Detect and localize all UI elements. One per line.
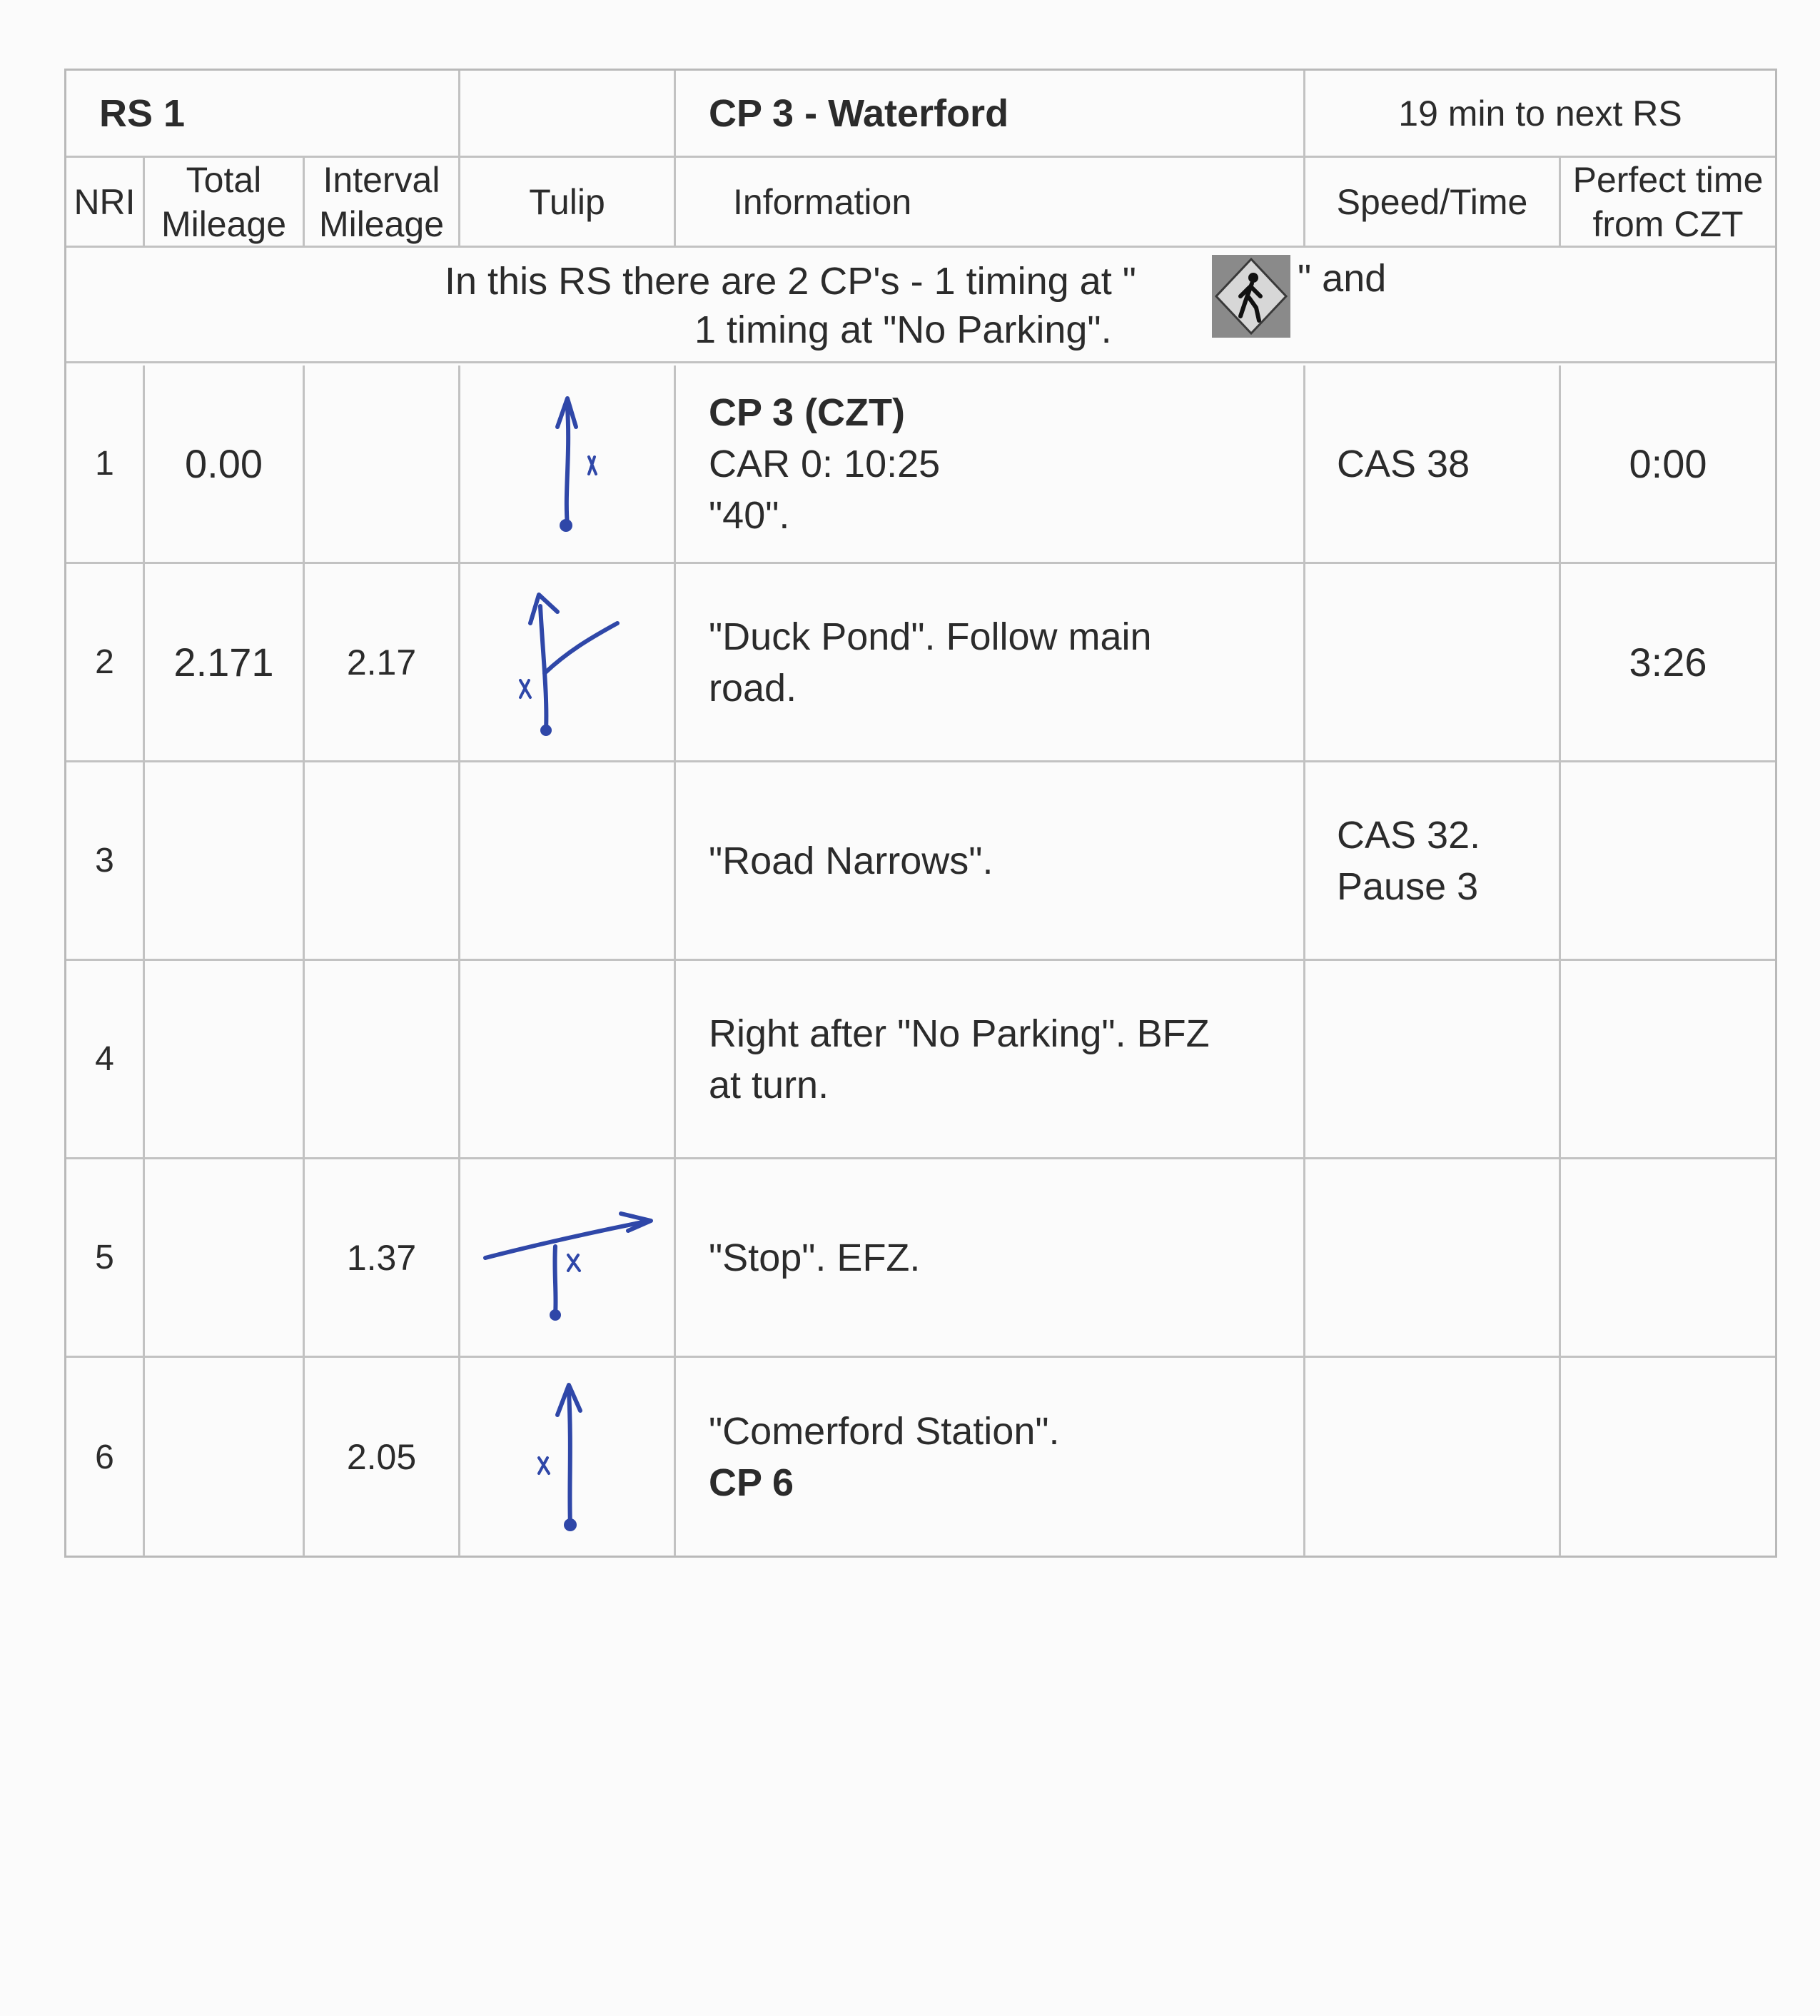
info-line: "Road Narrows". (709, 839, 994, 882)
col-total-label-2: Mileage (161, 203, 287, 244)
total-mileage-value: 0.00 (185, 441, 263, 486)
cell-info (676, 762, 1305, 961)
cell-info (676, 961, 1305, 1159)
col-interval-label-1: Interval (323, 159, 440, 200)
col-interval-mileage (305, 158, 460, 248)
info-line: Right after "No Parking". BFZ (709, 1012, 1210, 1055)
table-row (66, 564, 1775, 762)
straight-arrow-x-left-tulip-icon (510, 1375, 625, 1539)
cell-perfect (1561, 1159, 1775, 1358)
cell-speed (1305, 1159, 1561, 1358)
nri-value: 5 (95, 1239, 114, 1276)
pedestrian-crossing-sign-icon (1212, 255, 1290, 341)
table-row (66, 366, 1775, 564)
col-total-mileage (145, 158, 305, 248)
col-speed-time-label: Speed/Time (1336, 181, 1528, 222)
col-nri (66, 158, 145, 248)
info-line: "Stop". EFZ. (709, 1236, 921, 1279)
nri-value: 2 (95, 643, 114, 681)
col-perfect-label-2: from CZT (1592, 203, 1744, 244)
column-header-row (66, 158, 1775, 248)
col-perfect-time (1561, 158, 1775, 248)
route-instruction-sheet (64, 69, 1777, 1558)
nri-value: 1 (95, 445, 114, 483)
cell-info (676, 1159, 1305, 1358)
cell-interval (305, 961, 460, 1159)
col-tulip-label: Tulip (529, 181, 605, 222)
header-blank-cell (460, 71, 676, 158)
cell-perfect (1561, 366, 1775, 564)
nri-value: 6 (95, 1438, 114, 1476)
col-interval-label-2: Mileage (318, 203, 445, 244)
speed-time-line: CAS 32. (1337, 813, 1481, 857)
cell-perfect (1561, 564, 1775, 762)
header-row (66, 71, 1775, 158)
checkpoint-title: CP 3 - Waterford (709, 91, 1009, 135)
cell-interval (305, 366, 460, 564)
cell-speed (1305, 1358, 1561, 1556)
cell-nri (66, 564, 145, 762)
cell-nri (66, 366, 145, 564)
checkpoint-title-cell (676, 71, 1305, 158)
col-information-label: Information (733, 181, 912, 222)
cell-perfect (1561, 762, 1775, 961)
cell-interval (305, 1159, 460, 1358)
cell-total (145, 1159, 305, 1358)
cell-speed (1305, 564, 1561, 762)
cell-nri (66, 1159, 145, 1358)
cell-nri (66, 961, 145, 1159)
speed-time-line: CAS 38 (1337, 442, 1470, 485)
col-information (676, 158, 1305, 248)
note-line-1a: In this RS there are 2 CP's - 1 timing at " (445, 260, 1136, 303)
cell-speed (1305, 366, 1561, 564)
cell-tulip (460, 762, 676, 961)
total-mileage-value: 2.171 (173, 640, 274, 685)
cell-interval (305, 762, 460, 961)
col-perfect-label-1: Perfect time (1572, 159, 1764, 200)
info-line: "40". (709, 493, 790, 537)
col-speed-time (1305, 158, 1561, 248)
cell-interval (305, 1358, 460, 1556)
info-line: CP 6 (709, 1461, 794, 1504)
interval-mileage-value: 1.37 (346, 1237, 417, 1278)
cell-info (676, 564, 1305, 762)
note-row (66, 248, 1775, 363)
note-line-2: 1 timing at "No Parking". (694, 308, 1112, 351)
info-line: road. (709, 666, 797, 710)
table-row (66, 961, 1775, 1159)
straight-arrow-x-right-tulip-icon (517, 385, 617, 543)
section-title: RS 1 (99, 91, 186, 135)
cell-total (145, 1358, 305, 1556)
cell-interval (305, 564, 460, 762)
info-line: CAR 0: 10:25 (709, 442, 941, 485)
info-line: "Duck Pond". Follow main (709, 615, 1152, 658)
table-row (66, 1159, 1775, 1358)
t-junction-right-tulip-icon (478, 1186, 657, 1329)
cell-perfect (1561, 961, 1775, 1159)
cell-total (145, 762, 305, 961)
info-line: "Comerford Station". (709, 1410, 1060, 1453)
perfect-time-value: 3:26 (1629, 640, 1707, 685)
cell-tulip (460, 366, 676, 564)
nri-value: 3 (95, 842, 114, 880)
next-rs-cell (1305, 71, 1775, 158)
fork-keep-left-tulip-icon (496, 580, 639, 745)
cell-tulip (460, 961, 676, 1159)
cell-total (145, 961, 305, 1159)
cell-nri (66, 762, 145, 961)
cell-tulip (460, 564, 676, 762)
perfect-time-value: 0:00 (1629, 441, 1707, 486)
nri-value: 4 (95, 1040, 114, 1078)
cell-speed (1305, 961, 1561, 1159)
table-row (66, 762, 1775, 961)
cell-speed (1305, 762, 1561, 961)
col-tulip (460, 158, 676, 248)
next-rs-time: 19 min to next RS (1398, 93, 1682, 133)
cell-info (676, 1358, 1305, 1556)
cell-total (145, 366, 305, 564)
cell-tulip (460, 1159, 676, 1358)
info-line: CP 3 (CZT) (709, 390, 906, 434)
cell-total (145, 564, 305, 762)
cell-info (676, 366, 1305, 564)
note-line-1b: " and (1298, 257, 1387, 300)
info-line: at turn. (709, 1063, 829, 1107)
interval-mileage-value: 2.17 (346, 642, 417, 682)
cell-perfect (1561, 1358, 1775, 1556)
col-total-label-1: Total (186, 159, 262, 200)
cell-tulip (460, 1358, 676, 1556)
section-title-cell (66, 71, 460, 158)
table-row (66, 1358, 1775, 1556)
speed-time-line: Pause 3 (1337, 865, 1479, 908)
col-nri-label: NRI (74, 181, 136, 222)
cell-nri (66, 1358, 145, 1556)
interval-mileage-value: 2.05 (346, 1437, 417, 1477)
